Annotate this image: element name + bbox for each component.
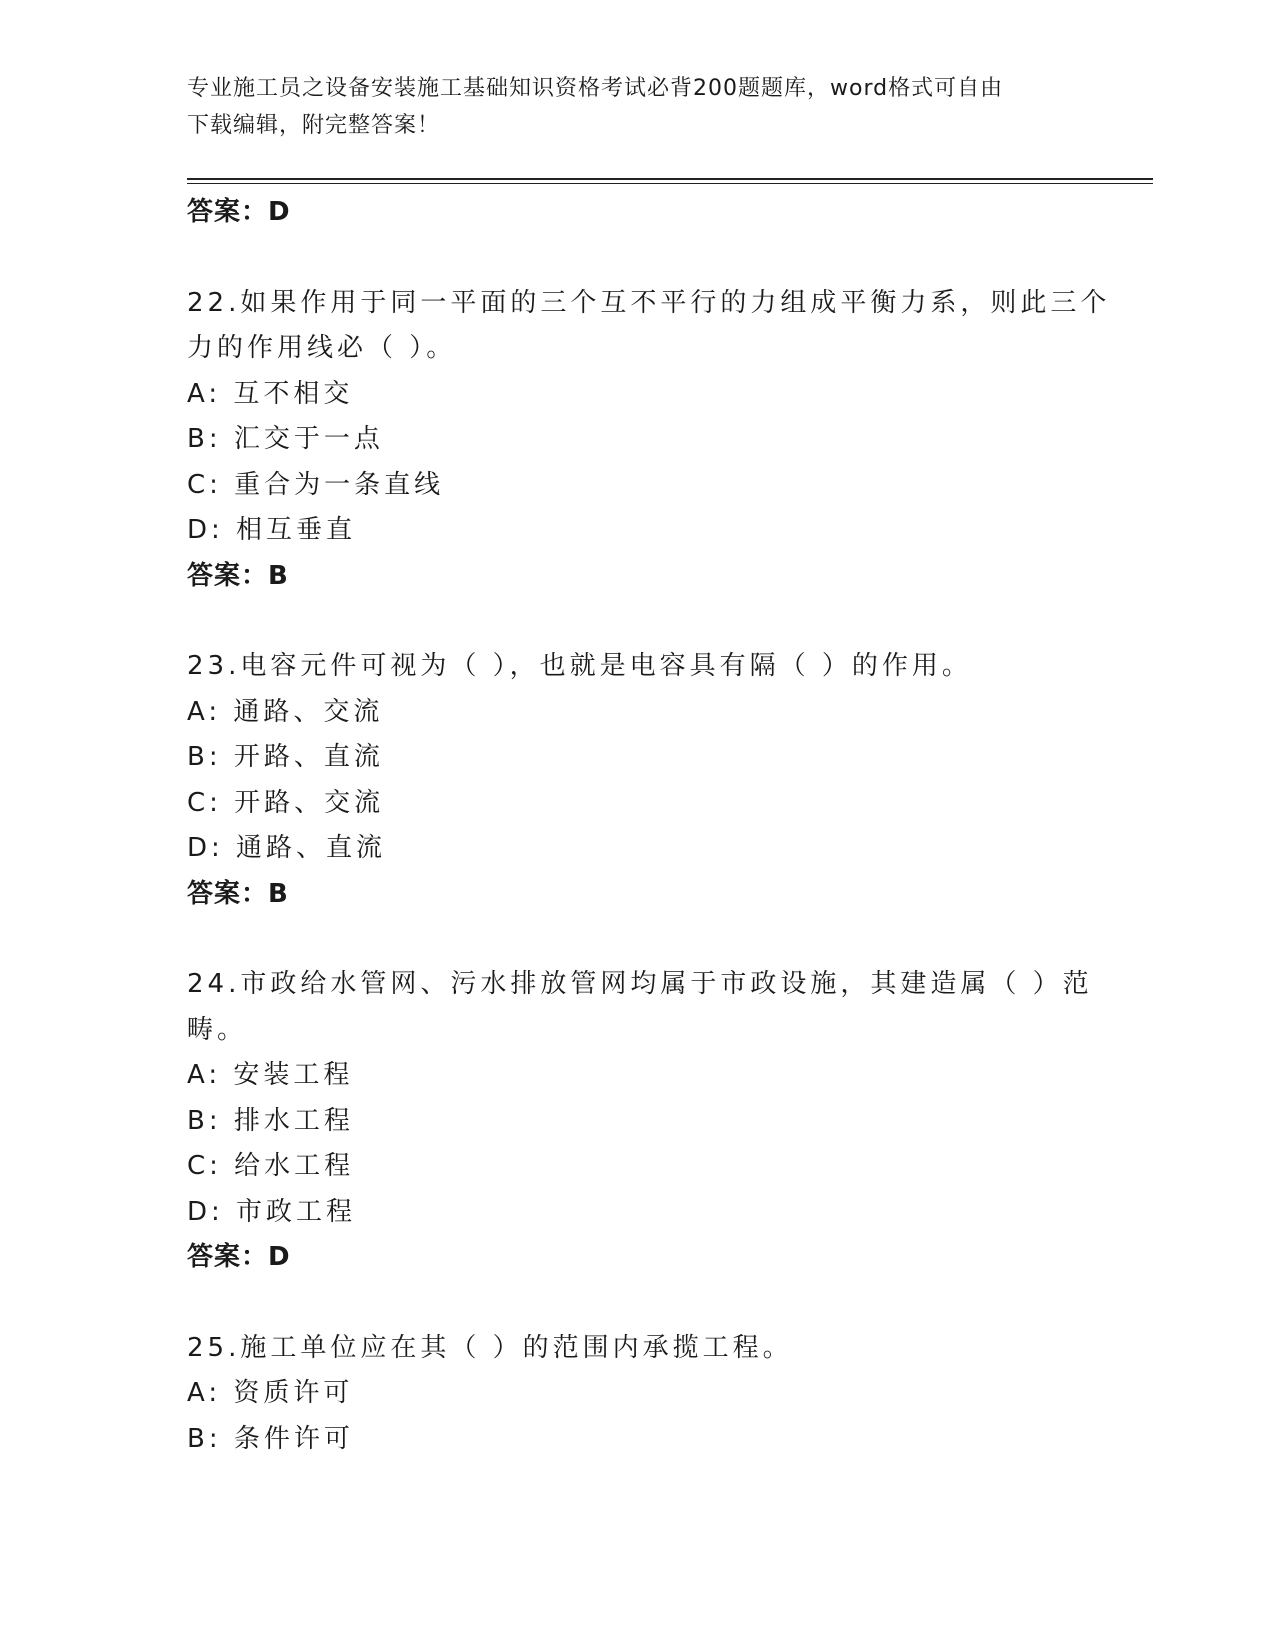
option-a: A: 资质许可	[187, 1378, 354, 1408]
question-23	[187, 644, 1087, 917]
option-a: A: 安装工程	[187, 1060, 354, 1090]
answer: 答案：D	[187, 1242, 291, 1272]
answer: 答案：B	[187, 560, 289, 591]
question-stem: 24.市政给水管网、污水排放管网均属于市政设施，其建造属（ ）范	[187, 969, 1093, 999]
prev-answer: 答案：D	[187, 197, 291, 227]
header-line-2: 下载编辑，附完整答案！	[187, 113, 441, 138]
question-25	[187, 1326, 1087, 1463]
header-divider-thin	[187, 183, 1153, 184]
document-body	[187, 190, 1111, 1462]
option-b: B: 排水工程	[187, 1105, 354, 1136]
document-header	[187, 70, 1087, 144]
option-d: D: 市政工程	[187, 1196, 357, 1227]
question-stem: 22.如果作用于同一平面的三个互不平行的力组成平衡力系，则此三个	[187, 287, 1111, 318]
answer: 答案：B	[187, 878, 289, 909]
option-b: B: 条件许可	[187, 1423, 354, 1454]
header-line-1: 专业施工员之设备安装施工基础知识资格考试必背200题题库，word格式可自由	[187, 76, 1004, 101]
header-divider-thick	[187, 178, 1153, 180]
option-c: C: 开路、交流	[187, 787, 385, 818]
option-b: B: 开路、直流	[187, 742, 384, 772]
option-c: C: 给水工程	[187, 1151, 355, 1181]
option-d: D: 通路、直流	[187, 833, 387, 863]
question-stem: 23.电容元件可视为（ ），也就是电容具有隔（ ）的作用。	[187, 651, 972, 681]
question-22	[187, 281, 1111, 600]
question-24	[187, 962, 1093, 1281]
option-c: C: 重合为一条直线	[187, 469, 445, 500]
question-stem: 畴。	[187, 1014, 248, 1045]
question-stem: 25.施工单位应在其（ ）的范围内承揽工程。	[187, 1332, 793, 1363]
option-d: D: 相互垂直	[187, 515, 357, 545]
option-a: A: 通路、交流	[187, 696, 384, 727]
option-a: A: 互不相交	[187, 378, 354, 409]
question-stem: 力的作用线必（ ）。	[187, 333, 457, 363]
option-b: B: 汇交于一点	[187, 424, 384, 454]
